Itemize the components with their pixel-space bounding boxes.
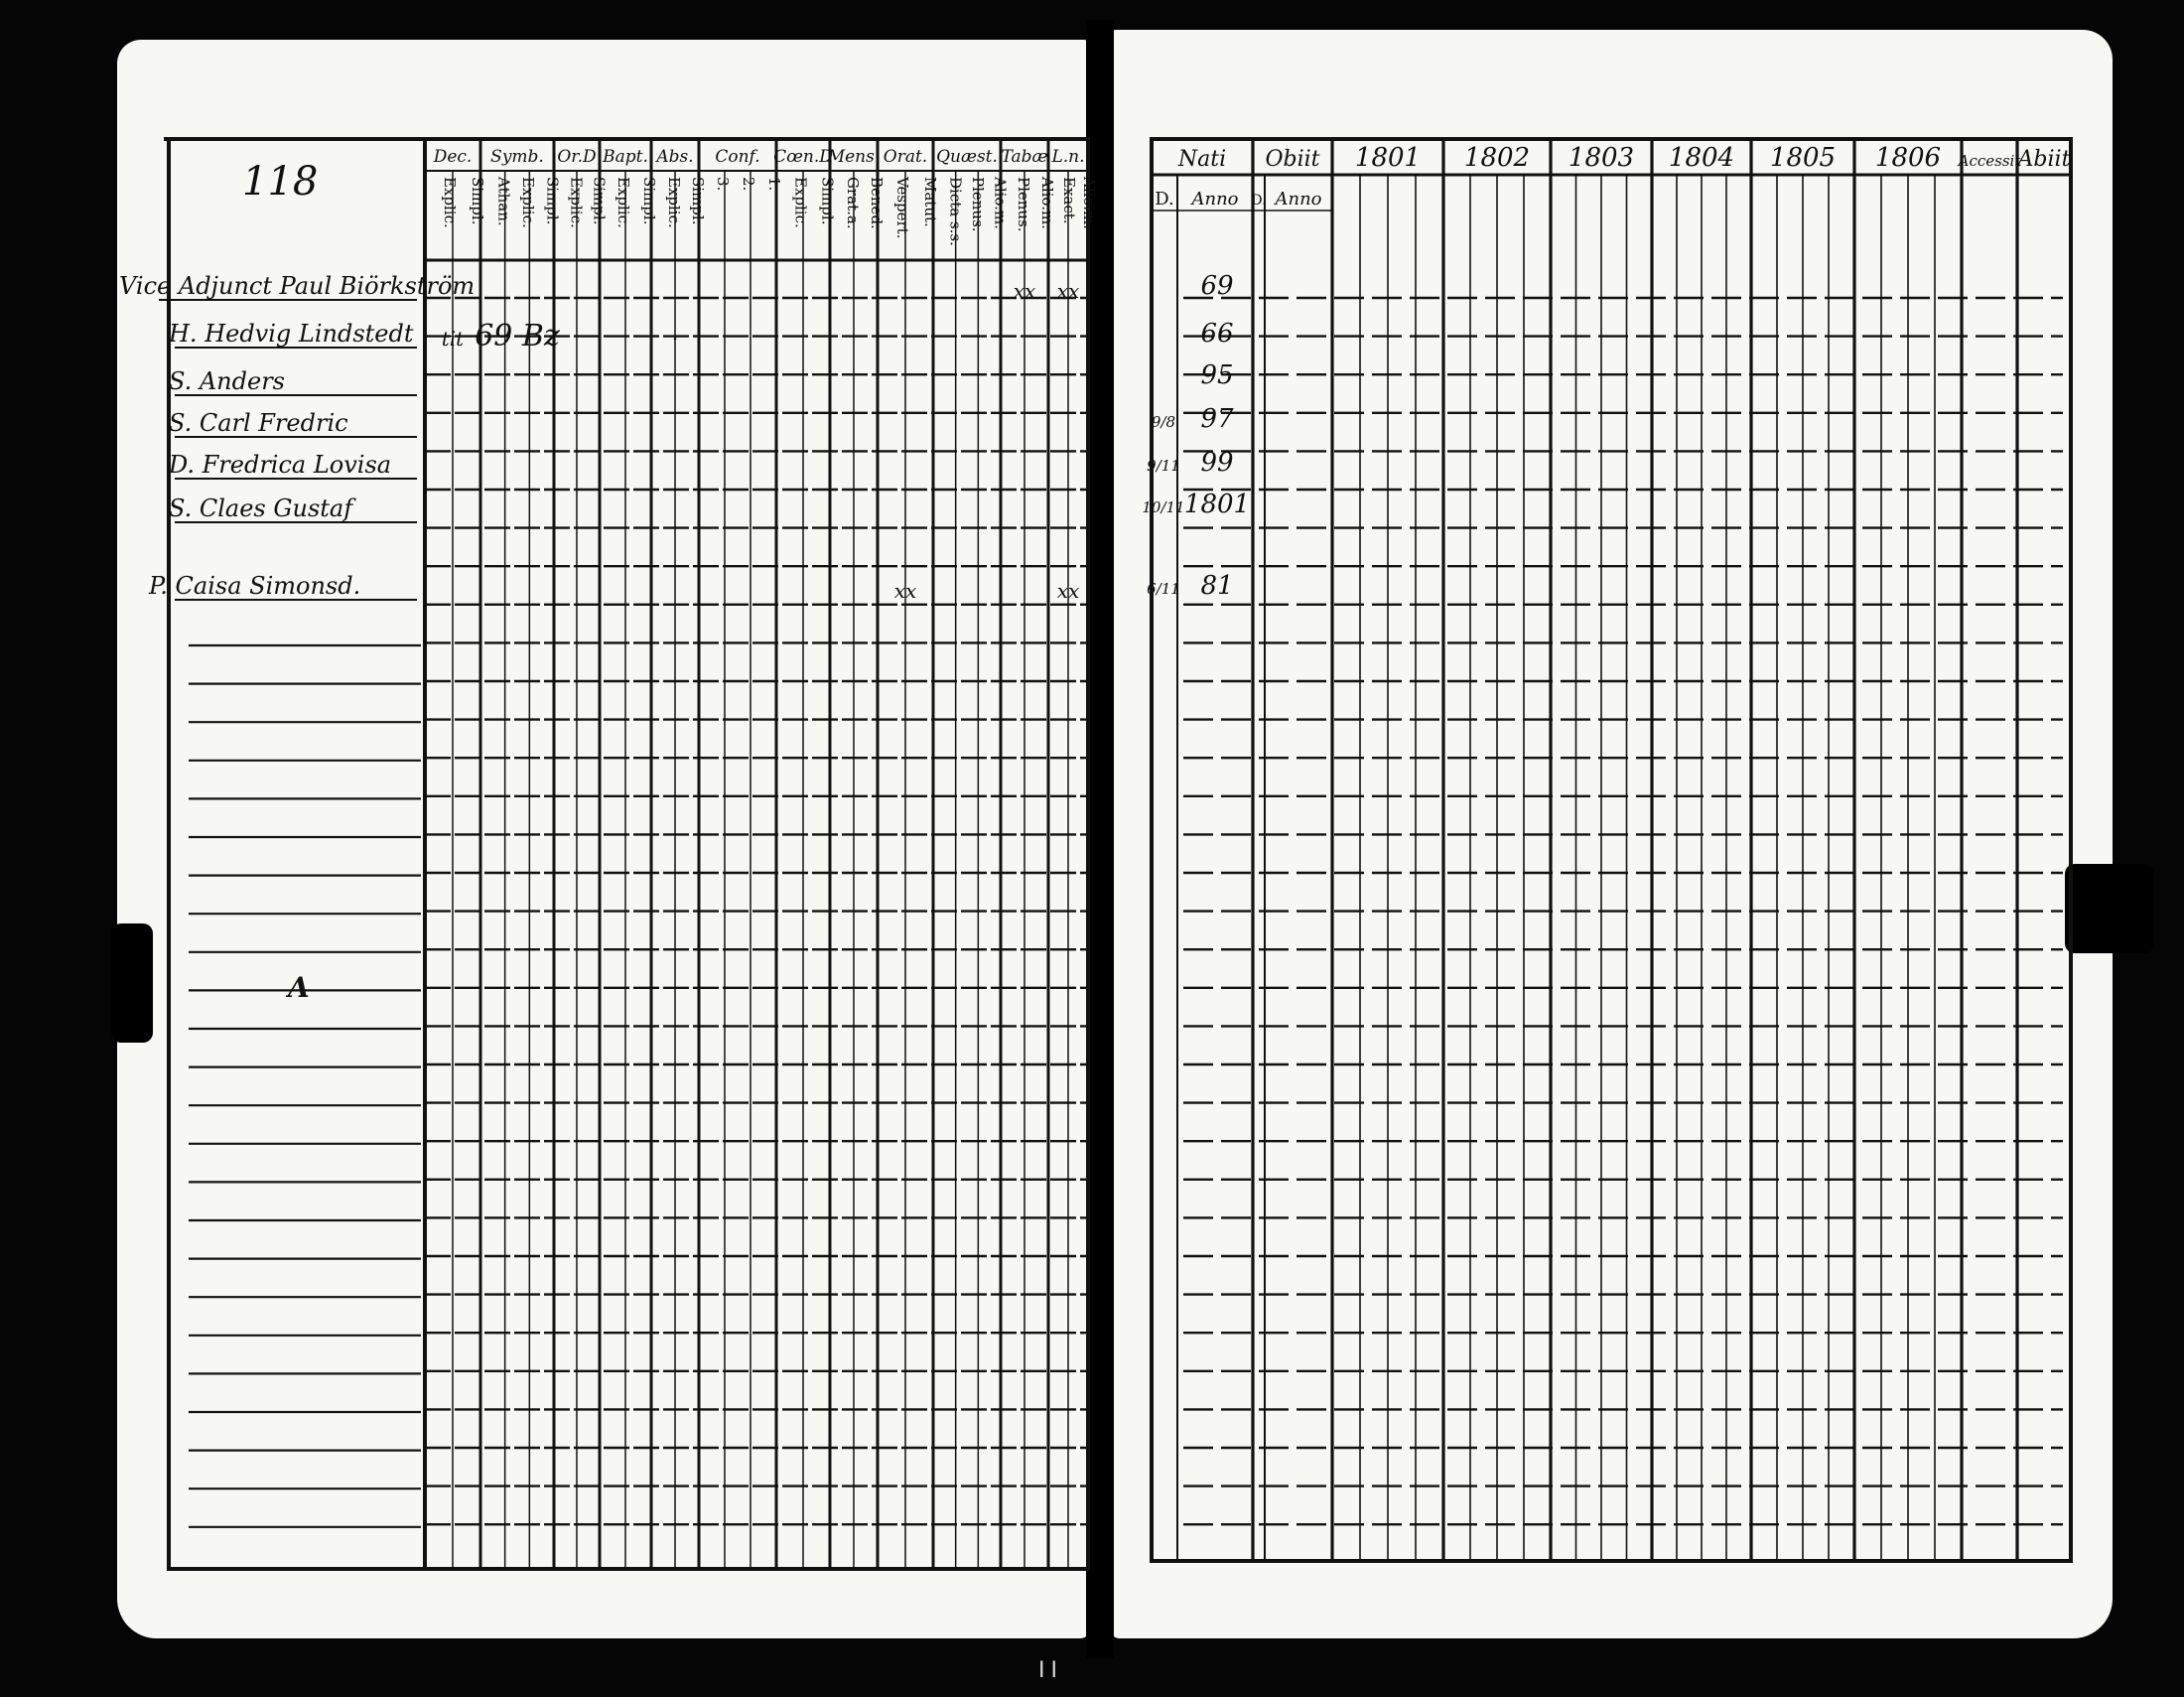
birth-year: 81 — [1200, 571, 1234, 601]
birth-year: 99 — [1200, 448, 1234, 478]
right-column-header: Abiit — [2017, 147, 2071, 172]
column-subheader: Plenus. — [969, 177, 987, 232]
birth-day: 10/11 — [1142, 498, 1185, 516]
column-subheader: Simpl. — [818, 177, 837, 225]
column-subheader: Explic. — [519, 177, 537, 228]
column-group-header: Conf. — [715, 147, 760, 167]
column-group-header: Quæst. — [936, 147, 998, 167]
column-subheader: Explic. — [665, 177, 683, 228]
left-table-frame — [169, 139, 1088, 1569]
birth-year: 66 — [1200, 319, 1234, 349]
column-group-header: Or.D — [557, 147, 597, 167]
obiit-day-header: D. — [1251, 193, 1267, 209]
column-subheader: Matut. — [921, 177, 939, 227]
right-column-header: 1805 — [1769, 143, 1837, 173]
column-group-header: Orat. — [883, 147, 928, 167]
entry-name: S. Carl Fredric — [169, 409, 348, 437]
column-subheader: Alio.m. — [1038, 177, 1056, 229]
birth-year: 1801 — [1183, 490, 1251, 519]
entry-mark: tit — [441, 327, 465, 351]
column-group-header: Cœn.D — [773, 147, 833, 167]
gutter-mark: II — [1038, 1658, 1063, 1683]
entry-mark: xx — [1013, 279, 1036, 303]
page-number: 118 — [242, 159, 319, 205]
column-subheader: Explic. — [614, 177, 632, 228]
birth-year: 95 — [1200, 360, 1234, 390]
column-group-header: Tabæ — [1001, 147, 1048, 167]
column-group-header: Abs. — [656, 147, 694, 167]
right-column-header: 1803 — [1568, 143, 1635, 173]
column-group-header: Bapt. — [603, 147, 648, 167]
birth-day: 6/11 — [1147, 580, 1180, 598]
column-subheader: Plenus. — [1015, 177, 1032, 232]
obiit-year-header: Anno — [1275, 189, 1322, 210]
left-ledger-grid — [164, 139, 1088, 1569]
left-column-headers — [433, 147, 1098, 246]
entry-mark: xx — [1056, 279, 1080, 303]
column-subheader: Explic. — [441, 177, 459, 228]
column-subheader: Simpl. — [590, 177, 609, 225]
column-subheader: Athan. — [494, 177, 513, 226]
nati-year-header: Anno — [1191, 189, 1239, 210]
entry-name: S. Anders — [169, 367, 285, 395]
column-subheader: 2. — [740, 177, 757, 192]
entry-mark: xx — [893, 579, 917, 603]
entry-name: D. Fredrica Lovisa — [169, 451, 392, 479]
right-column-header: Nati — [1177, 147, 1227, 172]
right-column-header: 1801 — [1354, 143, 1422, 173]
right-column-header: 1802 — [1463, 143, 1531, 173]
column-subheader: Simpl. — [640, 177, 658, 225]
column-subheader: Bened. — [868, 177, 886, 229]
entry-mark: 69 Bz — [475, 319, 560, 354]
column-subheader: Explic. — [567, 177, 586, 228]
stray-ink-mark: A — [288, 971, 310, 1004]
column-group-header: Dec. — [433, 147, 473, 167]
right-column-header: 1804 — [1668, 143, 1735, 173]
birth-day: 9/11 — [1147, 457, 1180, 475]
column-subheader: Grat.a. — [844, 177, 862, 229]
column-subheader: Alio.m. — [991, 177, 1010, 229]
entry-mark: xx — [1056, 579, 1080, 603]
nati-day-header: D. — [1155, 189, 1174, 210]
column-subheader: Dicta s.s. — [946, 177, 965, 246]
birth-year: 69 — [1200, 271, 1234, 301]
column-subheader: Vespert. — [893, 177, 911, 239]
birth-day: 9/8 — [1151, 413, 1176, 431]
entry-name: P. Caisa Simonsd. — [149, 572, 361, 600]
column-subheader: Simpl. — [469, 177, 486, 225]
right-birth-entries — [1142, 271, 1250, 601]
column-subheader: 1. — [765, 177, 783, 192]
column-group-header: Symb. — [490, 147, 544, 167]
column-subheader: Exact. — [1060, 177, 1078, 224]
column-subheader: Simpl. — [543, 177, 562, 225]
right-column-header: Obiit — [1265, 147, 1320, 172]
right-ledger-grid — [1152, 139, 2071, 1561]
column-subheader: Simpl. — [689, 177, 707, 225]
column-subheader: Alio.m. — [1080, 177, 1098, 229]
right-table-frame — [1152, 139, 2071, 1561]
entry-name: S. Claes Gustaf — [169, 495, 353, 522]
birth-year: 97 — [1200, 404, 1234, 434]
column-subheader: Explic. — [791, 177, 810, 228]
column-subheader: 3. — [714, 177, 732, 192]
column-group-header: Mens. — [827, 147, 881, 167]
entry-name: H. Hedvig Lindstedt — [169, 320, 414, 348]
entry-mark: · — [671, 327, 679, 351]
column-group-header: L.n. — [1051, 147, 1085, 167]
entry-name: Vice Adjunct Paul Biörkström — [119, 272, 476, 300]
right-column-header: Accessit — [1958, 152, 2021, 170]
right-column-header: 1806 — [1874, 143, 1942, 173]
